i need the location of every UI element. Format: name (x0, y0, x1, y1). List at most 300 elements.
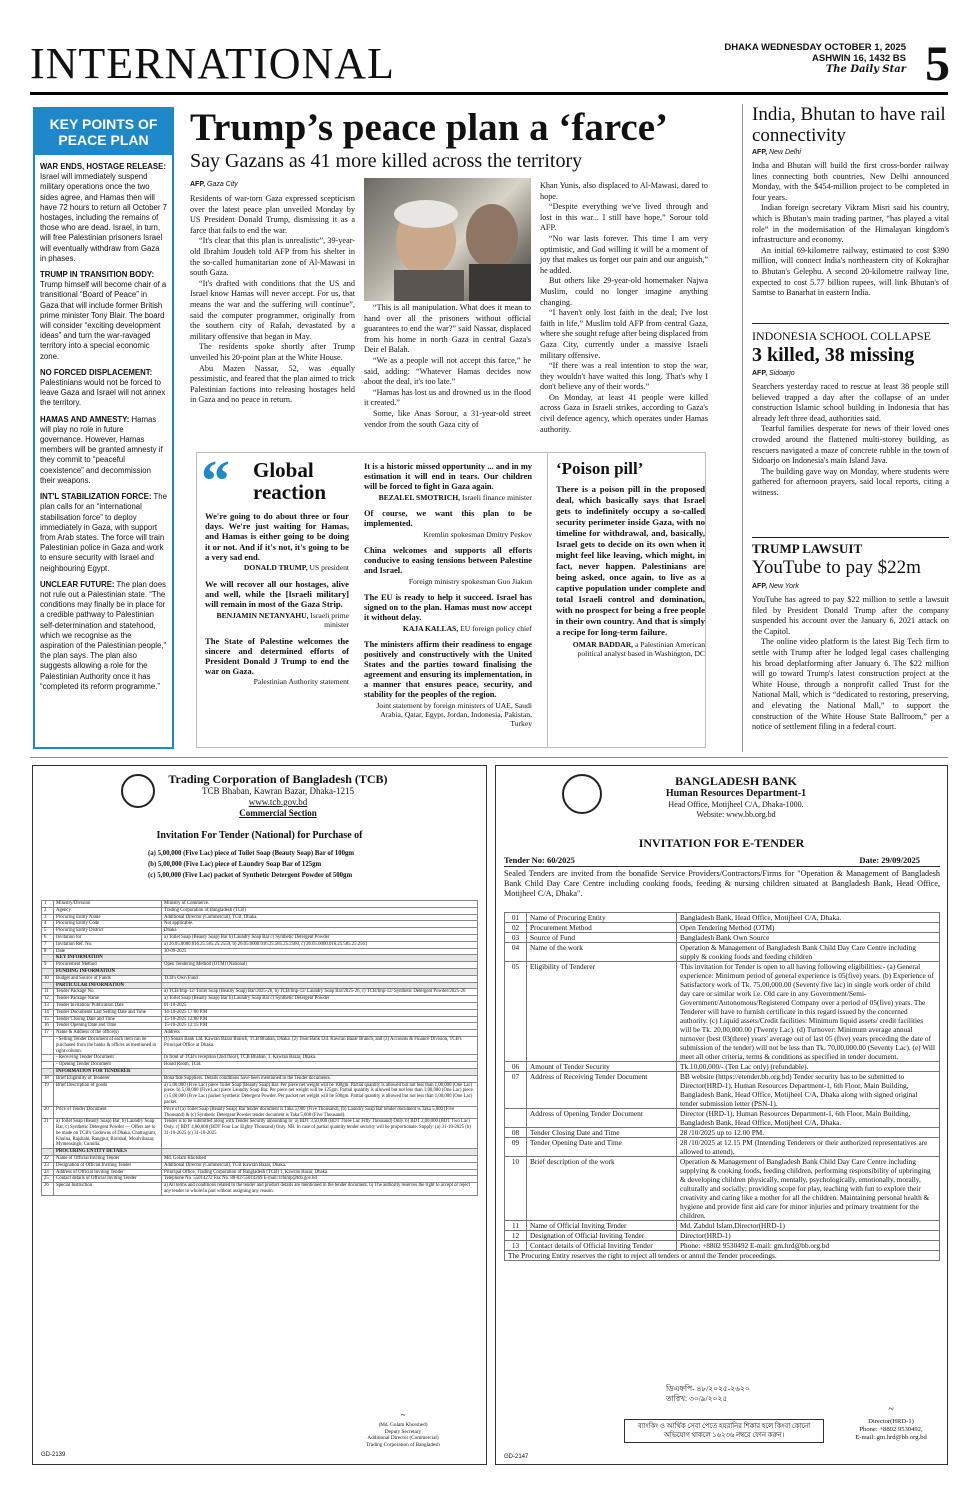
quote-text: We're going to do about three or four days. We're just waiting for Hamas, and Hamas is either going to be doing it or not. And if it's not, it's going to be a very sad end. (205, 511, 349, 562)
global-reaction-box (196, 448, 706, 748)
paragraph: Abu Mazen Nassar, 52, was equally pessimistic, and feared that the plan aimed to trick Palestinian factions into releasing hostages held in Gaza and no peace in return. (190, 363, 355, 405)
tcb-row (42, 928, 478, 935)
bb-cell: Operation & Management of Bangladesh Bank Child Day Care Centre including supplying & cooking foods, feeding children, performing responsibility of upbringing & developing children physically, mentally, psychologically, emotionally, morally, culturally and socially; providing scope for play, teaching with fun to explore their creativity and caring like a mother for all the children. Maintaining personal health & hygiene and provide first aid care for minor injuries and primary treatment for the children. (677, 1157, 940, 1221)
tcb-cell (42, 1036, 54, 1054)
bb-row (505, 933, 940, 943)
tcb-cell (162, 1068, 478, 1075)
tcb-cell: 6 (42, 934, 54, 941)
tcb-cell: Md. Golam Khorshed (162, 1156, 478, 1163)
tcb-cell: - Opening Tender Document (54, 1062, 162, 1069)
bb-cell: Address of Receiving Tender Document (527, 1072, 677, 1109)
paragraph: India and Bhutan will build the first cross-border railway lines connecting both countries, New Delhi announced Monday, with the $454-million project to be completed in four years. (752, 161, 949, 202)
keypoint-head: WAR ENDS, HOSTAGE RELEASE: (40, 162, 166, 171)
tcb-cell: Agency (54, 907, 162, 914)
tcb-cell: 1 (42, 901, 54, 908)
bb-row (505, 1221, 940, 1231)
tcb-cell: Board Room, TCB. (162, 1062, 478, 1069)
bb-row (505, 1109, 940, 1128)
tcb-cell: Open Tendering Method (OTM) (National) (162, 962, 478, 969)
rule-youtube (752, 537, 949, 538)
quote-author: KAJA KALLAS, (402, 624, 459, 633)
tcb-cell: Tender Documents Last Selling Date and Time (54, 1009, 162, 1016)
paragraph: The online video platform is the latest Big Tech firm to settle with Trump after he lodged legal cases challenging his broad deplatforming after January 6. The $22 million will go toward Trump's latest construction project at the White House, through a nonprofit called Trust for the National Mall, which is “dedicated to restoring, preserving, and elevating the National Mall,” to support the construction of the White House State Ballroom,” per a notice of settlement filing in a federal court. (752, 637, 949, 732)
tcb-cell: Special Instruction (54, 1183, 162, 1196)
tcb-cell: - Receiving Tender Document (54, 1055, 162, 1062)
tcb-cell: PROCURING ENTITY DETAILS (54, 1149, 162, 1156)
bb-cell: Amount of Tender Security (527, 1062, 677, 1072)
tcb-signature: ~ (Md. Golam Khorshed) Deputy Secretary Additional Director (Commercial) Trading Corporation of Bangladesh (328, 1412, 478, 1448)
tcb-row (42, 914, 478, 921)
tcb-row (42, 921, 478, 928)
quote-block (364, 462, 532, 502)
paper-logo: The Daily Star (825, 64, 906, 75)
tcb-cell: Name of Official Inviting Tender (54, 1156, 162, 1163)
tcb-cell: 3 (42, 914, 54, 921)
tcb-row (42, 962, 478, 969)
quote-block (364, 509, 532, 539)
tcb-cell: 5 (42, 928, 54, 935)
tcb-cell: Contact details of Official Inviting Tender (54, 1176, 162, 1183)
quote-role: Israeli finance minister (461, 493, 532, 502)
tcb-cell: KEY INFORMATION (54, 955, 162, 962)
bb-cell: Contact details of Official Inviting Tender (527, 1241, 677, 1251)
tcb-row (42, 1162, 478, 1169)
keypoints-box (33, 107, 174, 749)
bb-cell: Phone: +8802 9530492 E-mail: gm.hrd@bb.org.bd (677, 1241, 940, 1251)
tcb-logo (121, 774, 155, 808)
quote-text: The EU is ready to help it succeed. Israel has signed on to the plan. Hamas must now accept it without delay. (364, 593, 532, 622)
paragraph: “We as a people will not accept this farce,” he said, adding: “Whatever Hamas decides now about the deal, it's too late.” (364, 355, 531, 387)
quote-attribution (205, 677, 349, 686)
tcb-cell: 11 (42, 989, 54, 996)
paragraph: Residents of war-torn Gaza expressed scepticism over the latest peace plan unveiled Monday by US President Donald Trump, dismissing it as a farce that fails to end the war. (190, 194, 355, 235)
right-column-rule (742, 104, 743, 752)
tcb-cell: 30-09-2025 (162, 948, 478, 955)
tcb-cell: (1) Sonali Bank Ltd. Kawran Bazar Branch, TCB Bhaban, Dhaka. (2) Trust Bank Ltd. Kawran Bazar Branch, and (3) Accounts & Finance Division, TCB's Principal Office at Dhaka. (162, 1036, 478, 1054)
paragraph: But others like 29-year-old homemaker Najwa Muslim, could no longer imagine anything changing. (540, 276, 708, 307)
tcb-cell: In front of TCB's reception (2nd floor), TCB Bhaban, 1, Kawran Bazar, Dhaka. (162, 1055, 478, 1062)
tcb-row (42, 1009, 478, 1016)
bb-tender-row (504, 855, 940, 867)
tcb-cell (162, 955, 478, 962)
signature-icon: ~ (888, 1404, 894, 1415)
tcb-cell (42, 1149, 54, 1156)
indonesia-story: INDONESIA SCHOOL COLLAPSE 3 killed, 38 missing AFP, Sidoarjo Searchers yesterday raced to rescue at least 38 people still believed trapped a day after the collapse of an under construction Islamic school building in Indonesia that has already left three dead, authorities said. Tearful families desperate for news of their loved ones crowded around the flattened multi-storey building, as rescuers navigated a maze of concrete rubble in the town of Sidoarjo on Indonesia's main Island Java. The building gave way on Monday, where students were gathered for afternoon prayers, said local reports, citing a witness. (752, 329, 949, 497)
bb-row (505, 913, 940, 923)
tcb-cell: Procurement Method (54, 962, 162, 969)
tcb-row (42, 1023, 478, 1030)
quote-block (205, 511, 349, 572)
tcb-row (42, 901, 478, 908)
tcb-cell: a) 5,00,000 (Five Lac) piece Toilet Soap (Beauty Soap) Bar. Per piece net weight will be 100gm. Partial quantity is allowed but not less than 1,00,000 (One Lac) piece. b) 5,00,000 (Five Lac) piece Laundry Soap Bar. Per piece net weight will be 125gm. Partial quantity is allowed but not less than 1,00,000 (One Lac) piece. c) 5,00,000 (Five Lac) packet Synthetic Detergent Powder. Per packet net weight will be 500gm. Partial quantity is allowed but not less than 1,00,000 (One Lac) packet. (162, 1082, 478, 1106)
bb-cell: Name of Official Inviting Tender (527, 1221, 677, 1231)
india-body (752, 161, 949, 299)
lead-subhead: Say Gazans as 41 more killed across the territory (190, 150, 583, 172)
signature-icon: ~ (400, 1410, 406, 1420)
tcb-cell: 01-10-2025 (162, 1002, 478, 1009)
tcb-cell: 14 (42, 1009, 54, 1016)
bb-cell: 13 (505, 1241, 527, 1251)
tcb-row (42, 1119, 478, 1149)
tcb-row (42, 1082, 478, 1106)
tcb-cell: 12 (42, 996, 54, 1003)
paragraph: “Despite everything we've lived through and lost in this war... I still have hope,” Sorour told AFP. (540, 202, 708, 233)
tcb-row (42, 1068, 478, 1075)
paragraph: The building gave way on Monday, where students were gathered for afternoon prayers, said local reports, citing a witness. (752, 466, 949, 497)
tcb-cell (42, 968, 54, 975)
poison-role: a Palestinian American political analyst based in Washington, DC (577, 640, 705, 658)
bb-row (505, 1128, 940, 1138)
paragraph: Some, like Anas Sorour, a 31-year-old street vendor from the south Gaza city of (364, 408, 531, 429)
tcb-cell: Telephone No. 55014272 Fax No. 88-02-55014269 E-mail: tcbimp@tcb.gov.bd (162, 1176, 478, 1183)
keypoint-head: INT'L STABILIZATION FORCE: (40, 492, 152, 502)
paragraph: The residents spoke shortly after Trump unveiled his 20-point plan at the White House. (190, 342, 355, 362)
tcb-cell: 26 (42, 1183, 54, 1196)
tcb-row (42, 996, 478, 1003)
keypoint-item (40, 368, 167, 409)
bb-cell: Source of Fund (527, 933, 677, 943)
tcb-row (42, 975, 478, 982)
tcb-cell: 8 (42, 948, 54, 955)
tcb-cell: 19 (42, 1082, 54, 1106)
tcb-cell: 13 (42, 1002, 54, 1009)
tcb-cell (42, 955, 54, 962)
tcb-cell: Trading Corporation of Bangladesh (TCB) (162, 907, 478, 914)
bb-cell: 28 /10/2025 at 12.15 PM (Intending Tenderers or their authorized representatives are allowed to attend). (677, 1138, 940, 1157)
child-photo-icon (364, 178, 531, 301)
tcb-row (42, 1016, 478, 1023)
lead-col2 (364, 303, 531, 430)
bb-row (505, 962, 940, 1062)
tcb-cell: Address of Official Inviting Tender (54, 1169, 162, 1176)
quote-attribution (364, 530, 532, 539)
india-headline: India, Bhutan to have rail connectivity (752, 104, 946, 146)
tcb-row (42, 1062, 478, 1069)
tcb-cell: a) TCB/Imp-12/ Toilet Soap (Beauty Soap) Bar/2025-26, b) TCB/Imp-12/ Laundry Soap Bar/2025-26, c) TCB/Imp-12/ Synthetic Detergent Powder/2025-26 (162, 989, 478, 996)
bb-dfp-block (666, 1384, 750, 1404)
tcb-cell: 20 (42, 1106, 54, 1119)
bb-cell: 28 /10/2025 up to 12.00 PM. (677, 1128, 940, 1138)
quote-attribution (364, 493, 532, 502)
paragraph: YouTube has agreed to pay $22 million to settle a lawsuit filed by President Donald Trump after the company suspended his account over the January 6, 2021 attack on the Capitol. (752, 595, 949, 636)
tcb-cell: Tender Invitation/ Publication Date (54, 1002, 162, 1009)
quote-role: Kremlin spokesman Dmitry Peskov (423, 530, 532, 539)
tcb-row (42, 968, 478, 975)
tcb-web[interactable]: www.tcb.gov.bd (248, 797, 308, 807)
tcb-cell: Designation of Official Inviting Tender (54, 1162, 162, 1169)
paragraph: An initial 69-kilometre railway, estimated to cost $390 million, will connect India's northeastern city of Kokrajhar to Bhutan's Gelephu. A second 20-kilometre railway line, expected to cost 5.77 billion rupees, will link Bhutan's of Samtse to Banarhat in eastern India. (752, 245, 949, 298)
bb-cell: 09 (505, 1138, 527, 1157)
keypoint-text: Palestinians would not be forced to leave Gaza and Israel will not annex the territory. (40, 378, 166, 408)
tcb-cell: Tender Opening Date and Time (54, 1023, 162, 1030)
tcb-cell: FUNDING INFORMATION (54, 968, 162, 975)
poison-pill-box (547, 453, 705, 747)
bb-cell: 06 (505, 1062, 527, 1072)
tcb-cell: Date (54, 948, 162, 955)
lead-photo (364, 178, 531, 301)
tcb-row (42, 989, 478, 996)
date-bs: ASHWIN 16, 1432 BS (812, 53, 906, 64)
tcb-row (42, 1002, 478, 1009)
tcb-cell: Ministry/Division (54, 901, 162, 908)
tcb-cell: Brief Eligibility of Tenderer (54, 1075, 162, 1082)
tcb-cell: Procuring Entity Name (54, 914, 162, 921)
bb-cell: 12 (505, 1231, 527, 1241)
bb-title: BANGLADESH BANK (675, 774, 797, 788)
bb-row (505, 923, 940, 933)
bb-row (505, 1157, 940, 1221)
tcb-row (42, 1106, 478, 1119)
bb-table-wrap (504, 912, 940, 1261)
bb-cell: 02 (505, 923, 527, 933)
tcb-cell: 15 (42, 1016, 54, 1023)
tcb-row (42, 1075, 478, 1082)
paragraph: “I haven't only lost faith in the deal; I've lost faith in life,” Muslim told AFP from central Gaza, where she sought refuge after being displaced from Gaza City, currently under a massive Israeli military offensive. (540, 308, 709, 360)
bb-footer-note: The Procuring Entity reserves the right to reject all tenders or annul the Tender proceedings. (504, 1251, 940, 1261)
bb-dept: Human Resources Department-1 (665, 788, 807, 799)
bb-row (505, 1231, 940, 1241)
tcb-cell: a) All terms and conditions related to the tender and product details are mentioned in the tender document. b) The authority reserves the right to accept or reject any tender in whole/in part without assigning any reason. (162, 1183, 478, 1196)
quote-block (364, 546, 532, 586)
tcb-row (42, 1156, 478, 1163)
keypoints-list (35, 155, 172, 692)
tcb-cell: Dhaka (162, 928, 478, 935)
bb-cell: Tk.10,00,000/- (Ten Lac only) (refundable). (677, 1062, 940, 1072)
keypoint-item (40, 162, 167, 264)
keypoint-head: NO FORCED DISPLACEMENT: (40, 367, 153, 377)
youtube-story: TRUMP LAWSUIT YouTube to pay $22m AFP, New York YouTube has agreed to pay $22 million to settle a lawsuit filed by President Donald Trump after the company suspended his account over the January 6, 2021 attack on the Capitol. The online video platform is the latest Big Tech firm to settle with Trump after he lodged legal cases challenging his broad deplatforming after January 6. The $22 million will go toward Trump's latest construction project at the White House, through a nonprofit called Trust for the National Mall, which is “dedicated to restoring, preserving, and elevating the National Mall,” to support the construction of the White House State Ballroom,” per a notice of settlement filing in a federal court. (752, 541, 949, 732)
keypoint-head: HAMAS AND AMNESTY: (40, 414, 130, 424)
keypoint-text: The plan does not rule out a Palestinian state. “The conditions may finally be in place for a credible pathway to Palestinian self-determination and statehood, which we recognise as the aspiration of the Palestinian people,” the plan says. The plan also suggests allowing a role for the Palestinian Authority once it has “completed its reform programme.” (40, 579, 167, 691)
tcb-cell (162, 968, 478, 975)
tcb-tender-ad (32, 765, 487, 1465)
tcb-cell: Price of Tender Document (54, 1106, 162, 1119)
tcb-cell: Procuring Entity District (54, 928, 162, 935)
quote-role: US president (309, 563, 349, 573)
tcb-cell: 15-10-2025 12:15 P.M (162, 1023, 478, 1030)
quote-attribution (364, 624, 532, 633)
tcb-cell: a) Toilet Soap (Beauty Soap) Bar, b) Laundry Soap Bar, c) Synthetic Detergent Powder — Offers are to be made on TCB's Godowns of Dhaka, Chattogram, Khulna, Rajshahi, Rangpur, Barishal, Moulvibazar, Mymensingh, Cumilla. (54, 1119, 162, 1149)
tcb-row (42, 1036, 478, 1054)
tcb-cell (42, 982, 54, 989)
bb-cell: Director(HRD-1) (677, 1231, 940, 1241)
quote-attribution (205, 563, 349, 572)
keypoint-text: Israel will immediately suspend military operations once the two sides agree, and Hamas then will have 72 hours to return all October 7 hostages, including the remains of those who are dead. Israel, in turn, will free Palestinian prisoners Israel will eventually withdraw from Gaza in phases. (40, 172, 167, 263)
bb-row (505, 943, 940, 962)
bb-signature: ~ Director(HRD-1) Phone: +8802 9530492, E-mail: gm.hrd@bb.org.bd (836, 1406, 946, 1442)
bb-web[interactable]: Website: www.bb.org.bd (696, 810, 776, 819)
bb-cell: Tender Opening Date and Time (527, 1138, 677, 1157)
bb-tender-ad (495, 765, 948, 1465)
quote-author: BENJAMIN NETANYAHU, (216, 610, 309, 620)
bb-cell: 08 (505, 1128, 527, 1138)
quote-text: The State of Palestine welcomes the sincere and determined efforts of President Donald J Trump to end the war on Gaza. (205, 635, 349, 677)
quote-role: EU foreign policy chief (460, 624, 532, 633)
poison-author: OMAR BADDAR, (572, 640, 634, 649)
bb-date-bn: তারিখ: ৩০/৯/২০২৫ (666, 1394, 728, 1403)
tcb-cell: Tender Closing Date and Time (54, 1016, 162, 1023)
bb-cell: Bangladesh Bank, Head Office, Motijheel C/A, Dhaka. (677, 913, 940, 923)
bb-cell: Brief description of the work (527, 1157, 677, 1221)
tcb-cell: a) Toilet Soap (Beauty Soap) Bar b) Laundry Soap Bar c) Synthetic Detergent Powder (162, 934, 478, 941)
bb-cell: 11 (505, 1221, 527, 1231)
tcb-cell: Name & Address of the office(s) (54, 1030, 162, 1037)
paragraph: “It's drafted with conditions that the US and Israel know Hamas will never accept. For us, that means the war and the suffering will continue”, said the computer programmer, originally from the southern city of Rafah, devastated by a military offensive that began in May. (190, 278, 355, 341)
tcb-cell: 10 (42, 975, 54, 982)
tcb-cell: 14-10-2025 17:00 P.M (162, 1009, 478, 1016)
keypoints-title: KEY POINTS OF PEACE PLAN (35, 109, 172, 155)
quote-attribution (205, 611, 349, 629)
bb-cell: 07 (505, 1072, 527, 1109)
tcb-cell: Ministry of Commerce. (162, 901, 478, 908)
bb-row (505, 1062, 940, 1072)
tcb-item: (c) 5,00,000 (Five Lac) packet of Synthetic Detergent Powder of 500gm (148, 872, 353, 879)
tcb-cell: 4 (42, 921, 54, 928)
bb-cell: 10 (505, 1157, 527, 1221)
tcb-row (42, 1149, 478, 1156)
tcb-cell: 18 (42, 1075, 54, 1082)
page-number: 5 (925, 35, 950, 91)
bb-cell: BB website (https://etender.bb.org.bd) Tender security has to be submitted to Director(HRD-1), Human Resources Department-1, 6th Floor, Main Building, Bangladesh Bank, Head Office, Motijheel C/A, Dhaka along with signed original tender submission letter (PSN-1). (677, 1072, 940, 1109)
tcb-cell: 15-10-2025 12:00 P.M (162, 1016, 478, 1023)
quote-role: Israeli prime minister (310, 610, 349, 629)
global-title: Global reaction (253, 458, 327, 504)
keypoint-item (40, 415, 167, 486)
quote-text: Of course, we want this plan to be implemented. (364, 509, 532, 528)
tcb-cell: PARTICULAR INFORMATION (54, 982, 162, 989)
tcb-cell: Principal Office, Trading Corporation of Bangladesh (TCB) 1, Kawran Bazar, Dhaka. (162, 1169, 478, 1176)
bb-notice-bn: ব্যাংকিং ও আর্থিক সেবা পেতে হয়রানির শিকার হলে কিংবা কোনো অভিযোগ থাকলে ১৬২৩৬ নম্বরে ফোন করুন। (624, 1419, 824, 1443)
quote-author: DONALD TRUMP, (243, 563, 308, 573)
keypoint-head: TRUMP IN TRANSITION BODY: (40, 270, 155, 280)
quote-block (364, 640, 532, 728)
lead-col3 (540, 181, 708, 435)
tcb-cell: Price of (a) Toilet Soap (Beauty Soap) Bar tender document is Taka 5,000 (Five Thousand), (b) Laundry Soap Bar tender document is Taka 5,000 (Five Thousand) & (c) Synthetic Detergent Powder tender document is Taka 5,000 (Five Thousand). (162, 1106, 478, 1119)
quote-author: BEZALEL SMOTRICH, (378, 493, 461, 502)
lead-byline: AFP, Gaza City (190, 181, 238, 188)
bb-invitation: INVITATION FOR E-TENDER (638, 836, 805, 850)
paragraph: Tearful families desperate for news of their loved ones crowded around the flattened multi-storey building, as rescuers navigated a maze of concrete rubble in the town of Sidoarjo on Indonesia's main Island Java. (752, 424, 949, 466)
quote-text: It is a historic missed opportunity ... and in my estimation it will end in tears. Our children will be forced to fight in Gaza again. (364, 462, 532, 491)
tcb-cell: 2 (42, 907, 54, 914)
keypoint-head: UNCLEAR FUTURE: (40, 579, 115, 589)
tcb-cell: TCB's Own Fund (162, 975, 478, 982)
tcb-cell: 17 (42, 1030, 54, 1037)
tcb-cell: a) Toilet Soap (Beauty Soap) Bar b) Laundry Soap Bar c) Synthetic Detergent Powder (162, 996, 478, 1003)
tcb-cell: Invitation Ref. No. (54, 941, 162, 948)
keypoint-item (40, 492, 167, 574)
tcb-row (42, 1176, 478, 1183)
bb-date: Date: 29/09/2025 (859, 855, 920, 865)
tcb-cell: Address (162, 1030, 478, 1037)
tcb-cell (42, 1068, 54, 1075)
quote-text: We will recover all our hostages, alive and well, while the [Israeli military] will remain in most of the Gaza Strip. (205, 579, 349, 610)
tcb-row (42, 1183, 478, 1196)
bb-intro: Sealed Tenders are invited from the bonafide Service Providers/Contractors/Firms for "Operation & Management of Bangladesh Bank Child Day Care Centre including cooking foods, feeding & nursing children situated at Bangladesh Bank, Head Office, Motijheel C/A, Dhaka". (504, 869, 940, 898)
tcb-row (42, 941, 478, 948)
tcb-invitation: Invitation For Tender (National) for Purchase of (156, 830, 363, 841)
ads-divider (30, 757, 948, 758)
paragraph: “If there was a real intention to stop the war, they wouldn't have waited this long. That's why I don't believe any of their words.” (540, 361, 708, 392)
tcb-row (42, 934, 478, 941)
bb-tender-no: Tender No: 60/2025 (504, 855, 575, 865)
masthead-rule (30, 92, 948, 95)
youtube-kicker: TRUMP LAWSUIT (752, 541, 863, 556)
keypoint-text: Trump himself will become chair of a transitional “Board of Peace” in Gaza that will include former British prime minister Tony Blair. The board will consider “exciting development ideas” and turn the war-ravaged territory into a special economic zone. (40, 280, 167, 361)
tcb-table-wrap (41, 900, 478, 1196)
bb-cell: Operation & Management of Bangladesh Bank Child Day Care Centre including supply & cooking foods and feeding children (677, 943, 940, 962)
indonesia-body (752, 382, 949, 499)
tcb-cell (162, 982, 478, 989)
tcb-row (42, 907, 478, 914)
tcb-title: Trading Corporation of Bangladesh (TCB) (168, 772, 388, 786)
tcb-cell: Procuring Entity Code (54, 921, 162, 928)
quote-text: The ministers affirm their readiness to engage positively and constructively with the United States and the parties toward finalising the agreement and ensuring its implementation, in a manner that ensures peace, security, and stability for the peoples of the region. (364, 640, 532, 699)
youtube-headline: YouTube to pay $22m (752, 557, 921, 578)
quote-attribution (364, 701, 532, 728)
section-title: INTERNATIONAL (30, 39, 395, 88)
indonesia-headline: 3 killed, 38 missing (752, 344, 915, 366)
keypoint-item (40, 270, 167, 362)
tcb-cell: 23 (42, 1162, 54, 1169)
paragraph: Indian foreign secretary Vikram Misri said his country, which is Bhutan's main trading partner, “has played a vital role” in the modernisation of the Himalayan kingdom's infrastructure and economy. (752, 203, 949, 245)
bb-cell: Eligibility of Tenderer (527, 962, 677, 1062)
tcb-cell: Bona fide Suppliers. Details conditions have been mentioned in the Tender documents. (162, 1075, 478, 1082)
poison-title: ‘Poison pill’ (556, 459, 644, 478)
bb-cell: Name of Procuring Entity (527, 913, 677, 923)
bb-dfp: ডিএফপি- ৪৮/২০২৫-২৬২০ (666, 1384, 750, 1393)
paragraph: Searchers yesterday raced to rescue at least 38 people still believed trapped a day after the collapse of an under construction Islamic school building in Indonesia that has already left three dead, authorities said. (752, 382, 949, 423)
bb-cell: 04 (505, 943, 527, 962)
india-story: India, Bhutan to have rail connectivity AFP, New Delhi India and Bhutan will build the first cross-border railway lines connecting both countries, New Delhi announced Monday, with the $454-million project to be completed in four years. Indian foreign secretary Vikram Misri said his country, which is Bhutan's main trading partner, “has played a vital role” in the modernisation of the Himalayan kingdom's infrastructure and economy. An initial 69-kilometre railway, estimated to cost $390 million, will connect India's northeastern city of Kokrajhar to Bhutan's Gelephu. A second 20-kilometre railway line, expected to cost 5.77 billion rupees, will link Bhutan's of Samtse to Banarhat in eastern India. (752, 104, 949, 298)
bb-cell: 03 (505, 933, 527, 943)
quote-role: Foreign ministry spokesman Guo Jiakun (408, 577, 532, 586)
quote-block (205, 636, 349, 687)
tcb-cell: Tender is to be submitted along with Tender Security amounting to: a) BDT 3,50,000 (BDT Three Lac Fifty Thousand) Only. b) BDT 2,00,000 (BDT Two Lac) Only. c) BDT 4,80,000 (BDT Four Lac Eighty Thousand) Only. NB. In case of partial quantity tender security will be proportionate. Supply: (a) 31-10-2025 (b) 31-10-2025 (c) 31-10-2025 (162, 1119, 478, 1149)
quote-block (364, 593, 532, 633)
tcb-item: (a) 5,00,000 (Five Lac) piece of Toilet Soap (Beauty Soap) Bar of 100gm (148, 850, 355, 857)
global-quotes-col2 (364, 462, 532, 735)
keypoint-text: The plan calls for an “international stabilisation force” to deploy immediately in Gaza, with support from Arab states. The force will train Palestinian police in Gaza and work to ensure security with Israel and neighbouring Egypt. (40, 492, 167, 573)
tcb-cell: Brief Description of goods (54, 1082, 162, 1106)
tcb-cell: Tender Package No. (54, 989, 162, 996)
keypoint-item (40, 580, 167, 692)
keypoint-text: Hamas will play no role in future governance. However, Hamas members will be granted amnesty if they commit to “peaceful coexistence” and decommission their weapons. (40, 414, 163, 485)
tcb-cell: Additional Director (Commercial), TCB Kawran Bazar, Dhaka. (162, 1162, 478, 1169)
tcb-row (42, 982, 478, 989)
tcb-cell: 22 (42, 1156, 54, 1163)
bb-row (505, 1241, 940, 1251)
youtube-body (752, 595, 949, 733)
quote-text: China welcomes and supports all efforts conducive to easing tensions between Palestine and Israel. (364, 546, 532, 575)
tcb-cell: a) 26.05.0000.016.25.585.25.2559, b) 26.05.0000.016.25.585.25.2560, c) 26.05.0000.016.25.585.25.2561 (162, 941, 478, 948)
paragraph: On Monday, at least 41 people were killed across Gaza in Israeli strikes, according to Gaza's civil defence agency, which operates under Hamas authority. (540, 392, 708, 434)
tcb-cell: 16 (42, 1023, 54, 1030)
tcb-row (42, 1169, 478, 1176)
lead-headline: Trump’s peace plan a ‘farce’ (190, 106, 669, 149)
tcb-cell: - Selling Tender Document of each item can be purchased from the banks & offices as mentioned in right column. (54, 1036, 162, 1054)
quote-role: Joint statement by foreign ministers of UAE, Saudi Arabia, Qatar, Egypt, Jordan, Indonesia, Pakistan, Turkey (376, 701, 532, 728)
bb-gd: GD-2147 (504, 1454, 529, 1460)
bb-row (505, 1138, 940, 1157)
tcb-section: Commercial Section (239, 808, 317, 818)
tcb-cell: Budget and Source of Funds (54, 975, 162, 982)
paragraph: “Hamas has lost us and drowned us in the flood it created.” (364, 387, 531, 408)
bb-cell: Address of Opening Tender Document (527, 1109, 677, 1128)
tcb-gd: GD-2139 (41, 1452, 66, 1458)
bb-cell: 05 (505, 962, 527, 1062)
paragraph: “It's clear that this plan is unrealistic”, 39-year-old Ibrahim Joudeh told AFP from his shelter in the so-called humanitarian zone of Al-Mawasi in south Gaza. (190, 236, 355, 278)
